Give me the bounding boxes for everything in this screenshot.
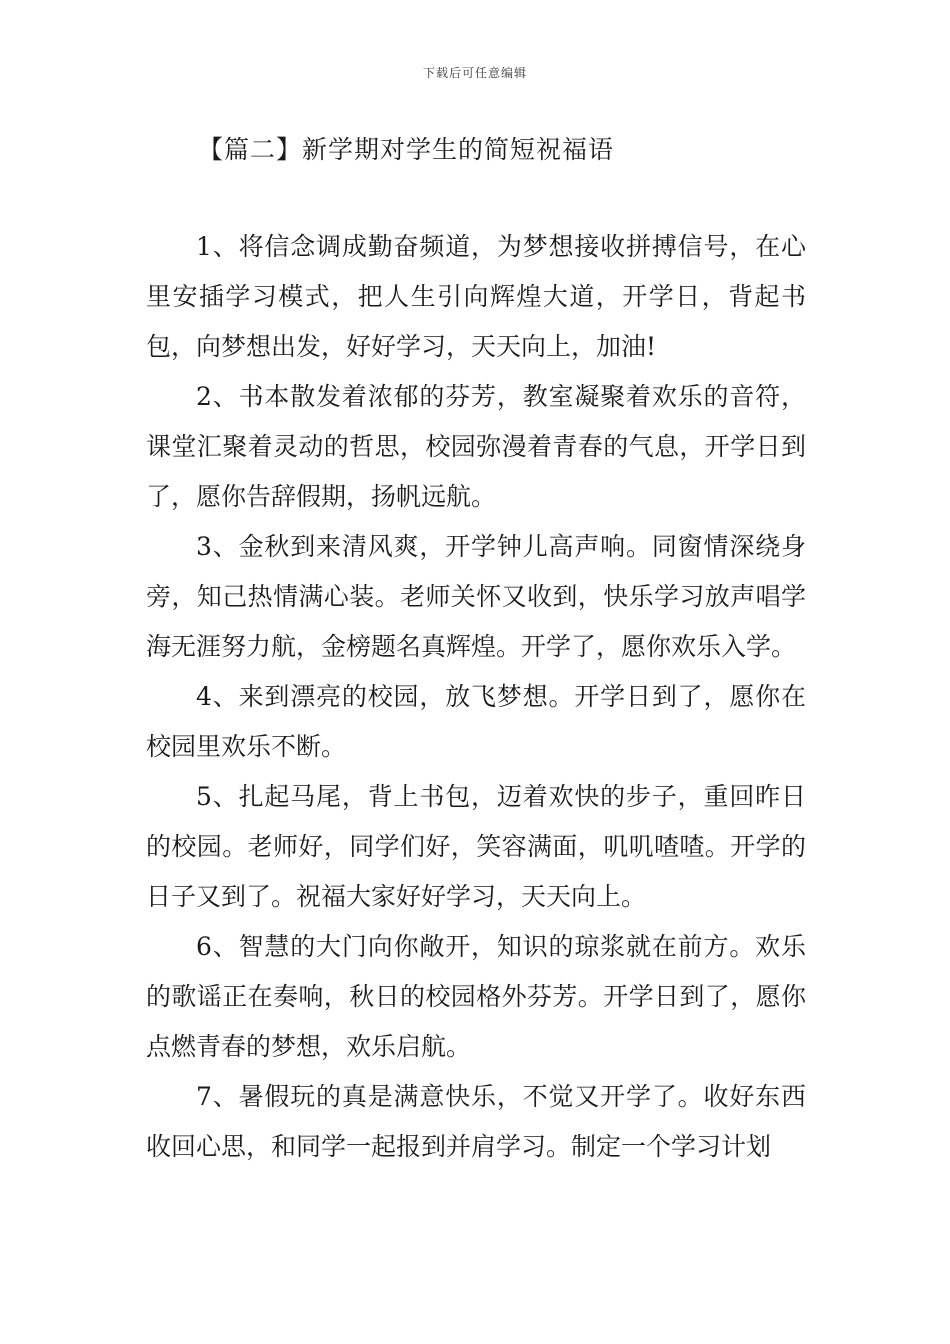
paragraph-5: 5、扎起马尾，背上书包，迈着欢快的步子，重回昨日的校园。老师好，同学们好，笑容满面，叽叽喳喳。开学的日子又到了。祝福大家好好学习，天天向上。 <box>146 782 806 911</box>
paragraph-7: 7、暑假玩的真是满意快乐，不觉又开学了。收好东西收回心思，和同学一起报到并肩学习。制定一个学习计划 <box>146 1082 806 1161</box>
paragraph-2: 2、书本散发着浓郁的芬芳，教室凝聚着欢乐的音符，课堂汇聚着灵动的哲思，校园弥漫着青春的气息，开学日到了，愿你告辞假期，扬帆远航。 <box>146 382 806 511</box>
document-body <box>146 222 806 1172</box>
paragraph-1: 1、将信念调成勤奋频道，为梦想接收拼搏信号，在心里安插学习模式，把人生引向辉煌大道，开学日，背起书包，向梦想出发，好好学习，天天向上，加油! <box>146 232 806 361</box>
paragraph-3: 3、金秋到来清风爽，开学钟儿高声响。同窗情深绕身旁，知己热情满心装。老师关怀又收到，快乐学习放声唱学海无涯努力航，金榜题名真辉煌。开学了，愿你欢乐入学。 <box>146 532 806 661</box>
document-title: 【篇二】新学期对学生的简短祝福语 <box>198 135 615 164</box>
paragraph-4: 4、来到漂亮的校园，放飞梦想。开学日到了，愿你在校园里欢乐不断。 <box>146 682 806 761</box>
header-note: 下载后可任意编辑 <box>422 66 527 80</box>
paragraph-6: 6、智慧的大门向你敞开，知识的琼浆就在前方。欢乐的歌谣正在奏响，秋日的校园格外芬芳。开学日到了，愿你点燃青春的梦想，欢乐启航。 <box>146 932 806 1061</box>
